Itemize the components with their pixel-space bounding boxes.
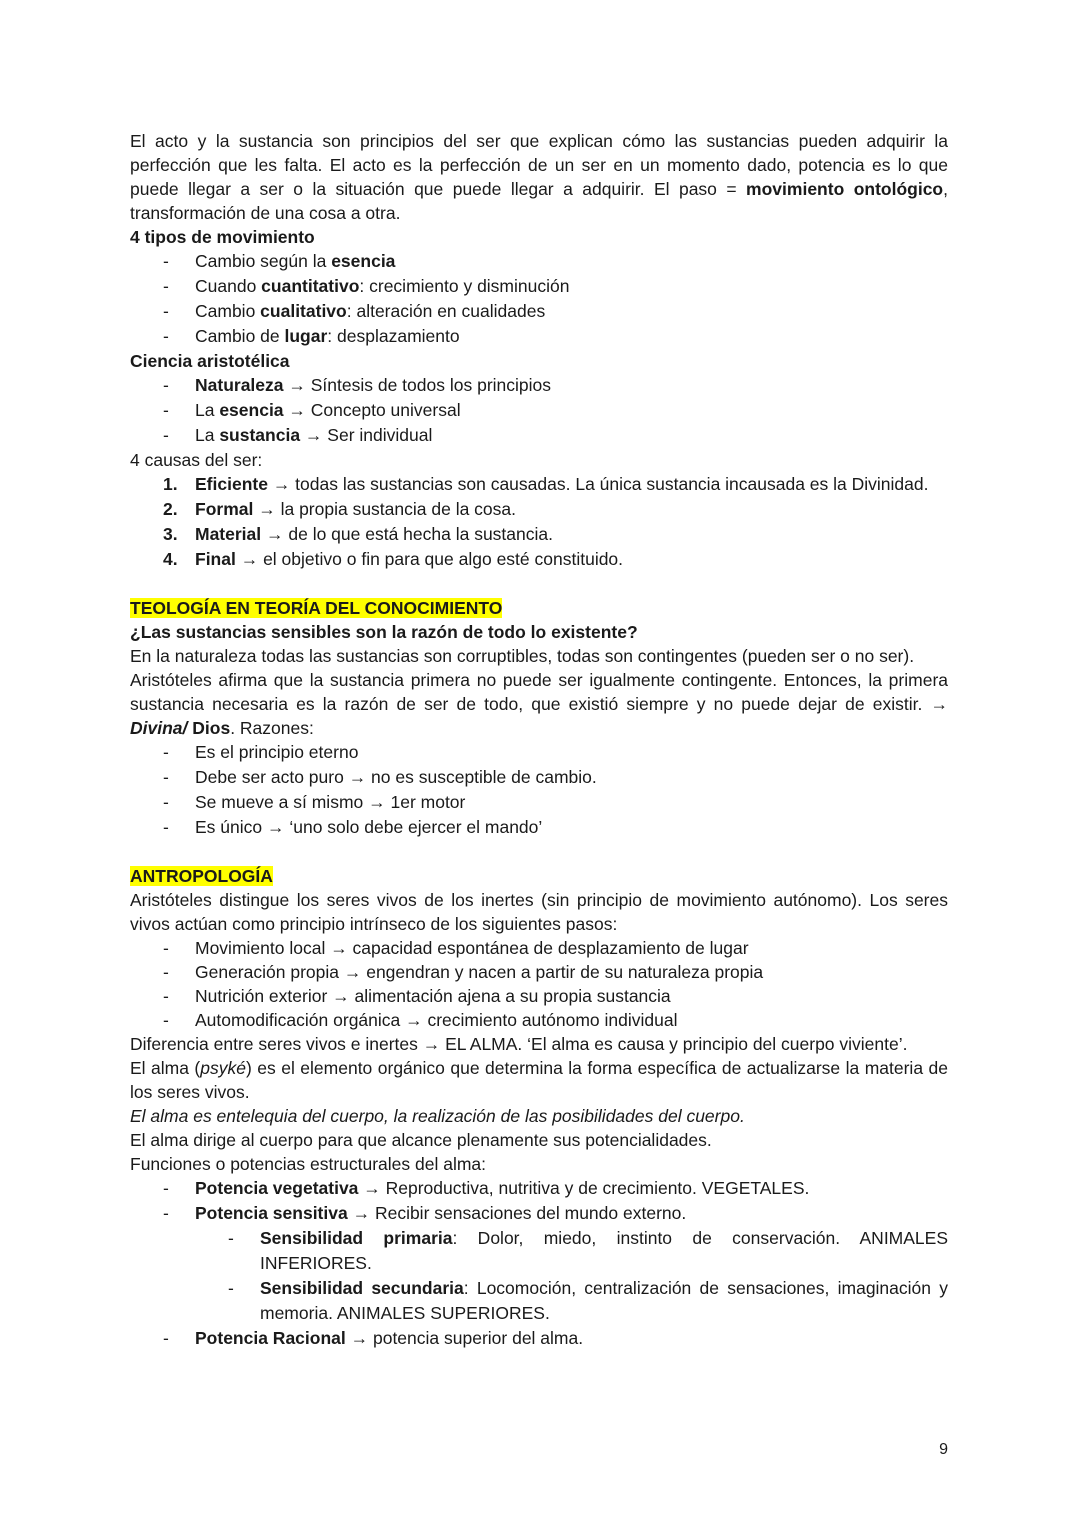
list-item: 3. Material → de lo que está hecha la sustancia. [163, 524, 553, 544]
ciencia-heading: Ciencia aristotélica [130, 351, 290, 371]
list-item: - Debe ser acto puro → no es susceptible de cambio. [130, 765, 948, 790]
list-item: - Naturaleza → Síntesis de todos los principios [130, 373, 948, 398]
causas-list [130, 472, 948, 572]
list-item: - Potencia Racional → potencia superior del alma. [130, 1326, 948, 1351]
list-item: - Cambio cualitativo: alteración en cualidades [130, 299, 948, 324]
list-item: - Cambio según la esencia [130, 249, 948, 274]
list-item: - Potencia vegetativa → Reproductiva, nutritiva y de crecimiento. VEGETALES. [130, 1176, 948, 1201]
page-content [130, 129, 948, 1351]
list-item: - Generación propia → engendran y nacen a partir de su naturaleza propia [130, 960, 948, 984]
antropologia-paragraph-1: Aristóteles distingue los seres vivos de los inertes (sin principio de movimiento autónomo). Los seres vivos actúan como principio intrínseco de los siguientes pasos: [130, 890, 948, 934]
list-item: 2. Formal → la propia sustancia de la cosa. [163, 499, 517, 519]
antropologia-paragraph-6: Funciones o potencias estructurales del alma: [130, 1154, 487, 1174]
list-item: - Cambio de lugar: desplazamiento [130, 324, 948, 349]
teologia-paragraph-2: Aristóteles afirma que la sustancia primera no puede ser igualmente contingente. Entonces, la primera sustancia necesaria es la razón de ser de todo, que existió siempre y no puede dejar de existir. → Divina/ Dios. Razones: [130, 670, 948, 738]
page-number: 9 [939, 1441, 948, 1458]
list-item: - Potencia sensitiva → Recibir sensaciones del mundo externo. [130, 1201, 948, 1226]
list-item: - Sensibilidad secundaria: Locomoción, centralización de sensaciones, imaginación y memoria. ANIMALES SUPERIORES. [130, 1276, 948, 1326]
antropologia-section-title: ANTROPOLOGÍA [130, 866, 273, 886]
list-item: - Es único → ‘uno solo debe ejercer el mando’ [130, 815, 948, 840]
movimiento-heading: 4 tipos de movimiento [130, 227, 315, 247]
movimiento-list [130, 249, 948, 349]
antropologia-paragraph-3: El alma (psyké) es el elemento orgánico que determina la forma específica de actualizarse la materia de los seres vivos. [130, 1058, 948, 1102]
list-item: - Sensibilidad primaria: Dolor, miedo, instinto de conservación. ANIMALES INFERIORES. [130, 1226, 948, 1276]
list-item: - La esencia → Concepto universal [130, 398, 948, 423]
list-item: 1. Eficiente → todas las sustancias son causadas. La única sustancia incausada es la Divinidad. [163, 474, 929, 494]
teologia-paragraph-1: En la naturaleza todas las sustancias son corruptibles, todas son contingentes (pueden ser o no ser). [130, 646, 915, 666]
potencia-racional-list [130, 1326, 948, 1351]
ciencia-list [130, 373, 948, 448]
list-item: - Es el principio eterno [130, 740, 948, 765]
sensibilidad-sublist [130, 1226, 948, 1326]
list-item: - Cuando cuantitativo: crecimiento y disminución [130, 274, 948, 299]
antropologia-paragraph-4: El alma es entelequia del cuerpo, la realización de las posibilidades del cuerpo. [130, 1106, 745, 1126]
antropologia-paragraph-2: Diferencia entre seres vivos e inertes → EL ALMA. ‘El alma es causa y principio del cuerpo viviente’. [130, 1034, 908, 1054]
intro-paragraph: El acto y la sustancia son principios del ser que explican cómo las sustancias pueden adquirir la perfección que les falta. El acto es la perfección de un ser en un momento dado, potencia es lo que puede llegar a ser o la situación que puede llegar a adquirir. El paso = movimiento ontológico, transformación de una cosa a otra. [130, 131, 948, 223]
teologia-section-title: TEOLOGÍA EN TEORÍA DEL CONOCIMIENTO [130, 598, 503, 618]
list-item: - Nutrición exterior → alimentación ajena a su propia sustancia [130, 984, 948, 1008]
list-item: - Se mueve a sí mismo → 1er motor [130, 790, 948, 815]
causas-heading: 4 causas del ser: [130, 450, 263, 470]
antropologia-paragraph-5: El alma dirige al cuerpo para que alcance plenamente sus potencialidades. [130, 1130, 712, 1150]
list-item: - Movimiento local → capacidad espontánea de desplazamiento de lugar [130, 936, 948, 960]
list-item: - La sustancia → Ser individual [130, 423, 948, 448]
potencias-list [130, 1176, 948, 1226]
list-item: - Automodificación orgánica → crecimiento autónomo individual [130, 1008, 948, 1032]
antropologia-list [130, 936, 948, 1032]
list-item: 4. Final → el objetivo o fin para que algo esté constituido. [163, 549, 624, 569]
teologia-question: ¿Las sustancias sensibles son la razón de todo lo existente? [130, 622, 638, 642]
teologia-list [130, 740, 948, 840]
